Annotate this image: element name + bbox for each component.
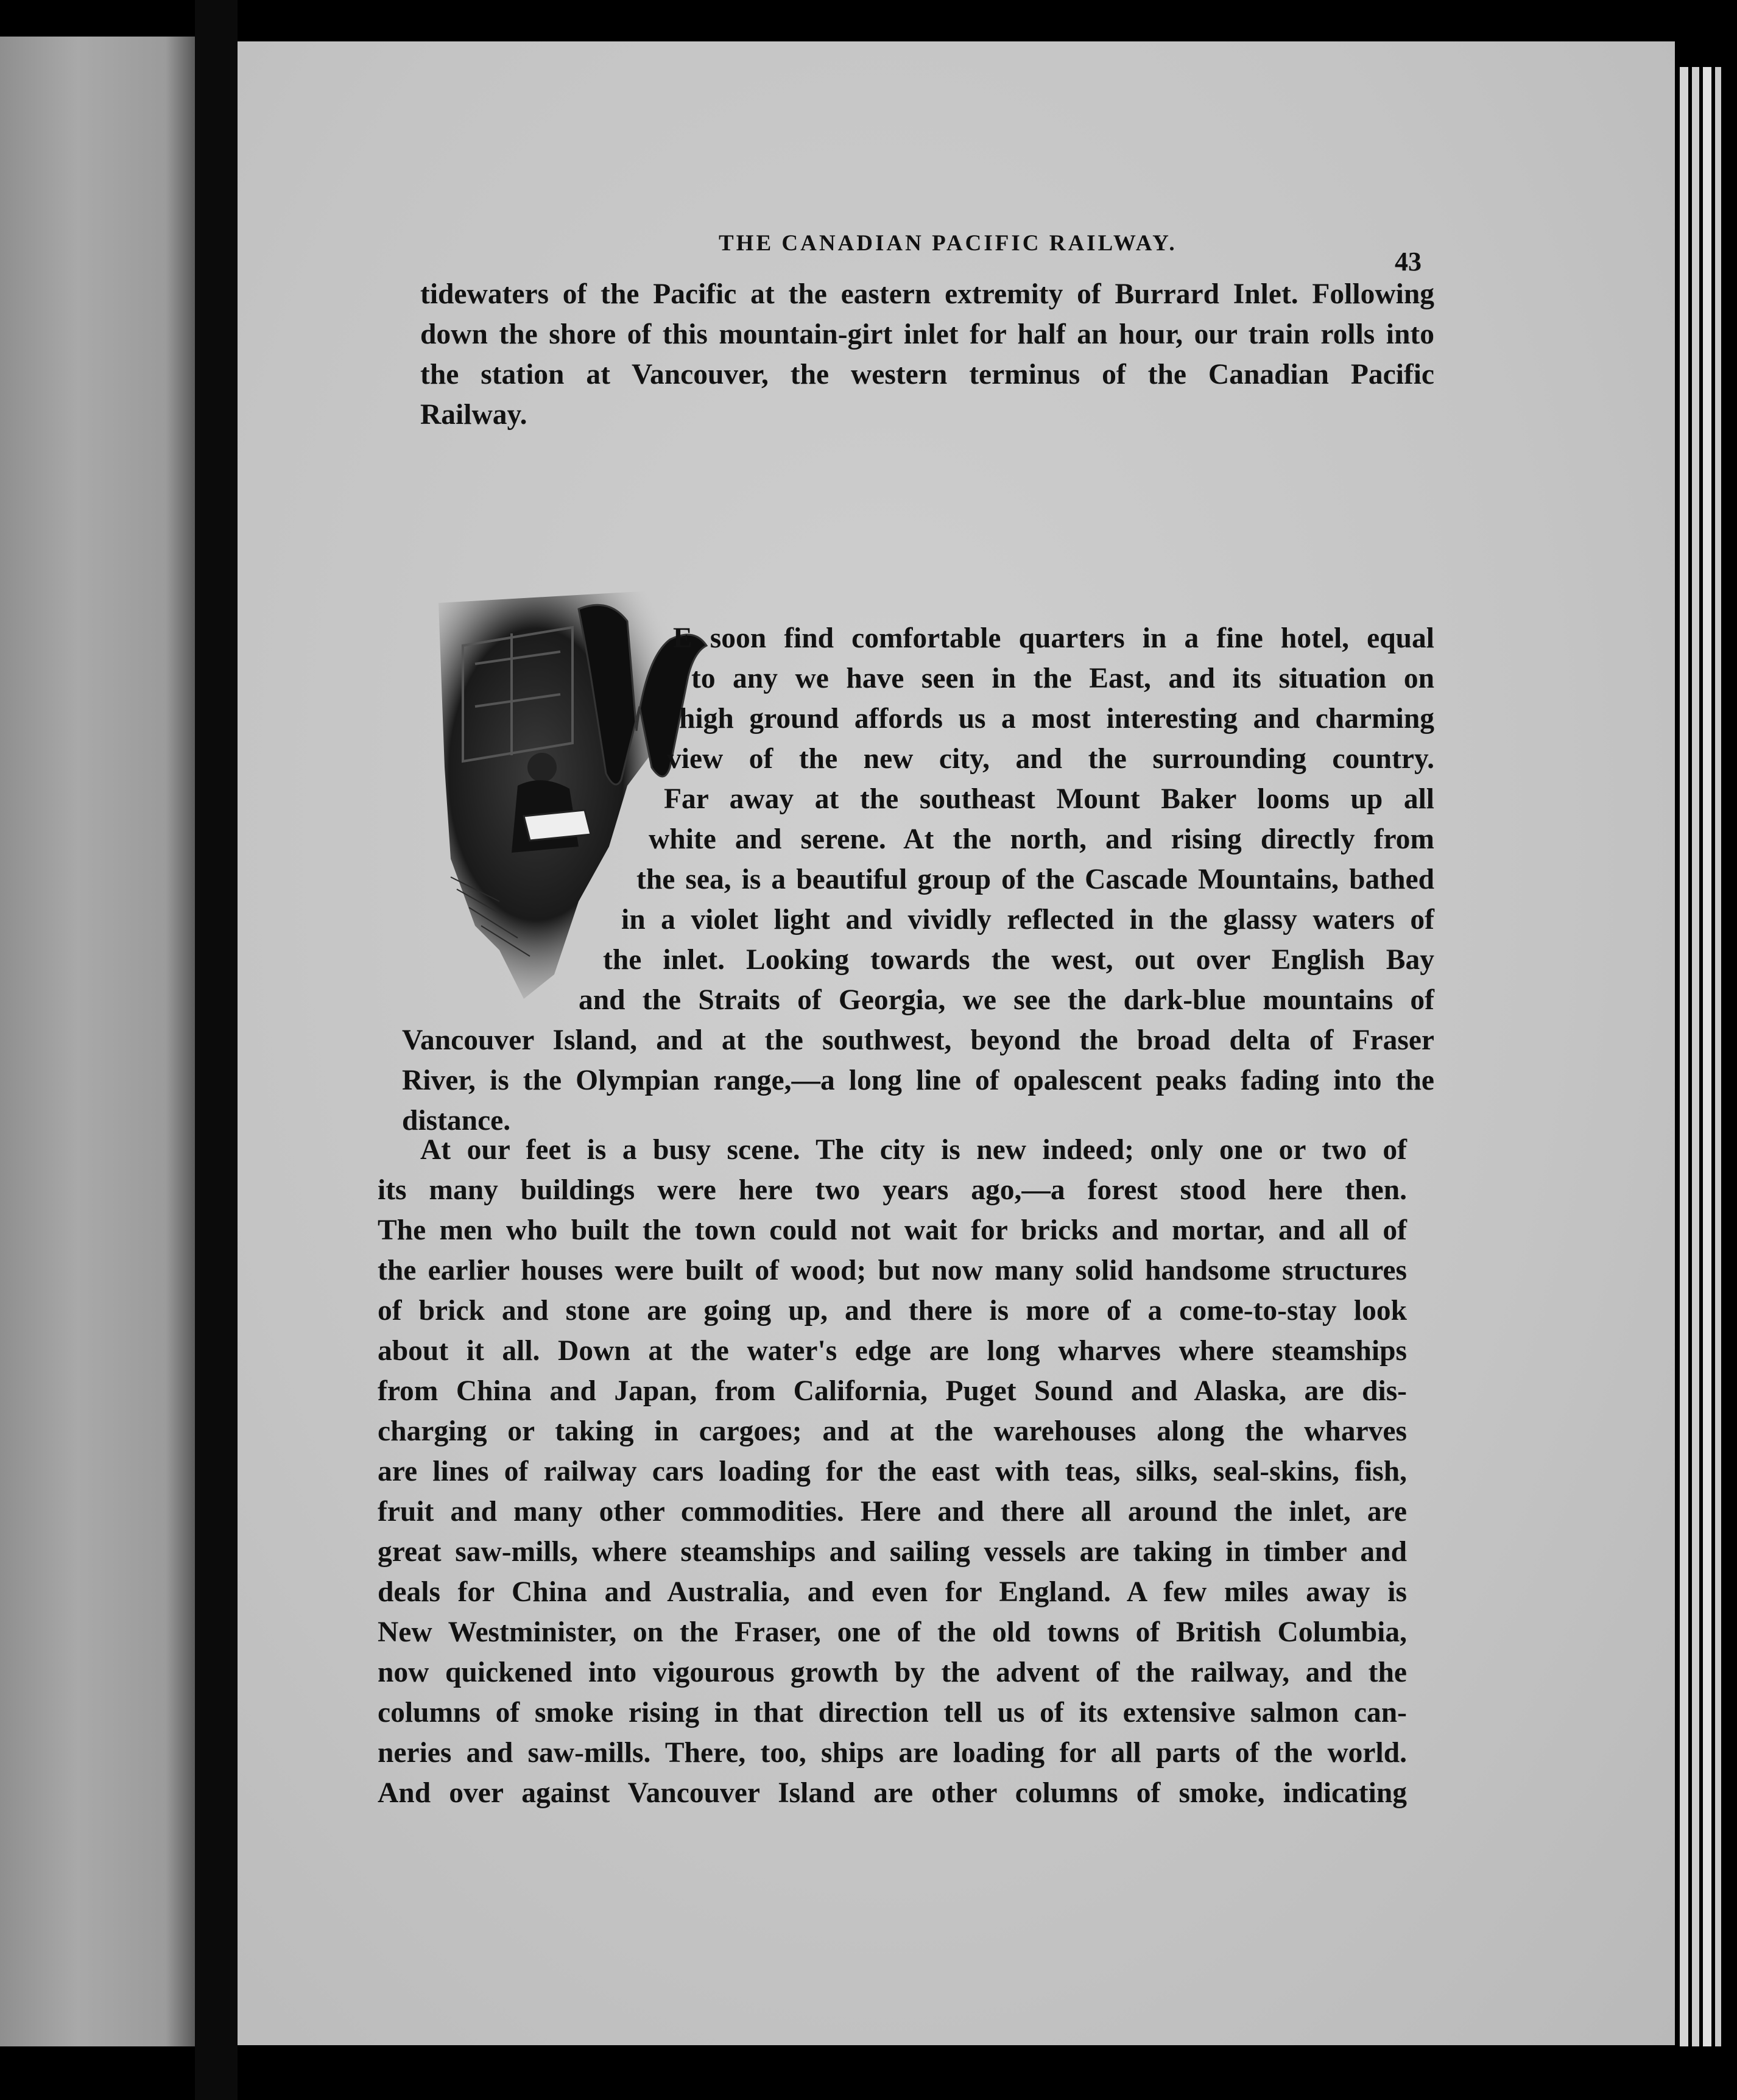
previous-page-edge [0,37,195,2046]
text-line: fruit and many other commodities. Here and there all around the inlet, are [378,1496,1407,1527]
text-line: great saw-mills, where steamships and sailing vessels are taking in timber and [378,1536,1407,1568]
page-edge [1703,67,1711,2046]
text-line: neries and saw-mills. There, too, ships are loading for all parts of the world. [378,1737,1407,1769]
text-line: The men who built the town could not wait for bricks and mortar, and all of [378,1214,1407,1246]
text-line: of brick and stone are going up, and there is more of a come-to-stay look [378,1295,1407,1327]
third-paragraph [378,1130,1407,1813]
text-line: columns of smoke rising in that direction tell us of its extensive salmon can- [378,1697,1407,1728]
text-line: E soon find comfortable quarters in a fine hotel, equal [673,622,1434,654]
text-line: Railway. [420,399,527,431]
text-line: are lines of railway cars loading for the east with teas, silks, seal-skins, fish, [378,1456,1407,1487]
text-line: to any we have seen in the East, and its situation on [691,663,1434,694]
text-line: view of the new city, and the surrounding country. [667,743,1434,775]
text-line: from China and Japan, from California, Puget Sound and Alaska, are dis- [378,1375,1407,1407]
text-line: New Westminister, on the Fraser, one of the old towns of British Columbia, [378,1616,1407,1648]
text-line: the station at Vancouver, the western terminus of the Canadian Pacific [420,359,1434,390]
text-line: River, is the Olympian range,—a long line of opalescent peaks fading into the [402,1065,1434,1096]
text-line: distance. [402,1105,511,1136]
text-line: in a violet light and vividly reflected in the glassy waters of [621,904,1434,935]
text-line: Vancouver Island, and at the southwest, beyond the broad delta of Fraser [402,1024,1434,1056]
text-line: down the shore of this mountain-girt inlet for half an hour, our train rolls into [420,319,1434,350]
text-line: the earlier houses were built of wood; but now many solid handsome structures [378,1255,1407,1286]
text-line: and the Straits of Georgia, we see the dark-blue mountains of [579,984,1434,1016]
page-number: 43 [1395,247,1422,277]
text-line: the sea, is a beautiful group of the Cascade Mountains, bathed [636,864,1434,895]
text-line: charging or taking in cargoes; and at the warehouses along the wharves [378,1415,1407,1447]
text-line: deals for China and Australia, and even for England. A few miles away is [378,1576,1407,1608]
second-paragraph [402,618,1434,1141]
text-line: its many buildings were here two years ago,—a forest stood here then. [378,1174,1407,1206]
book-gutter [195,0,238,2100]
text-line: And over against Vancouver Island are other columns of smoke, indicating [378,1777,1407,1809]
page-edge [1692,67,1699,2046]
text-line: Far away at the southeast Mount Baker looms up all [664,783,1434,815]
text-line: At our feet is a busy scene. The city is new indeed; only one or two of [420,1134,1407,1166]
text-line: tidewaters of the Pacific at the eastern extremity of Burrard Inlet. Following [420,278,1434,310]
text-line: white and serene. At the north, and rising directly from [649,823,1434,855]
page-edge [1680,67,1688,2046]
page-edge [1715,67,1721,2046]
text-line: the inlet. Looking towards the west, out over English Bay [603,944,1434,976]
top-paragraph [420,274,1434,435]
text-line: now quickened into vigourous growth by the advent of the railway, and the [378,1657,1407,1688]
text-line: about it all. Down at the water's edge are long wharves where steamships [378,1335,1407,1367]
text-line: high ground affords us a most interesting and charming [679,703,1434,735]
running-head: THE CANADIAN PACIFIC RAILWAY. [719,231,1177,256]
